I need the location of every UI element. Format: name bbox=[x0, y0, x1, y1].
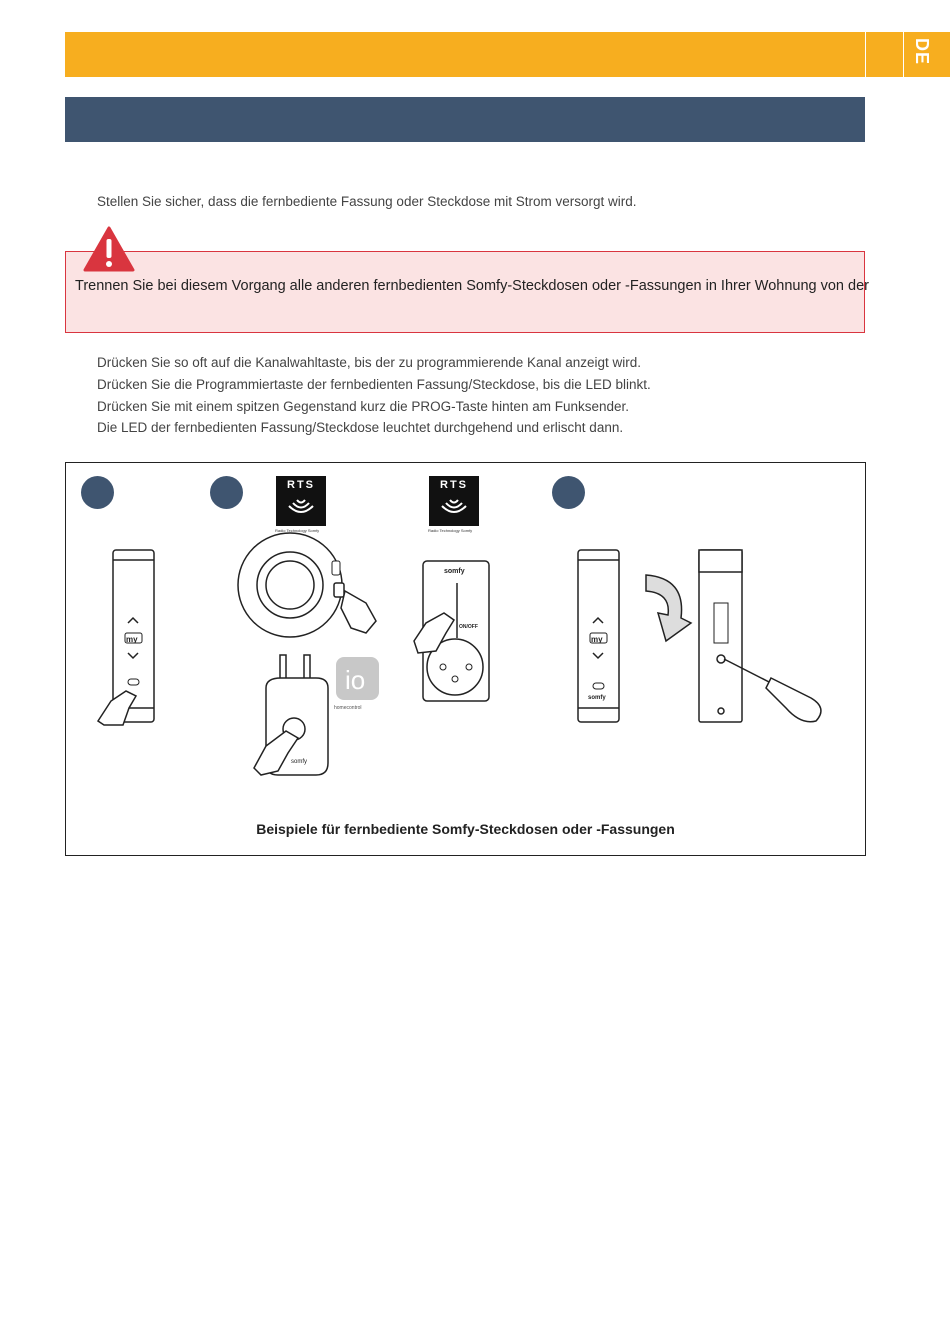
remote-back bbox=[699, 550, 821, 722]
section-header-bar bbox=[65, 97, 865, 142]
rts-logo-2: RTS bbox=[429, 476, 479, 526]
steps-list bbox=[97, 352, 651, 439]
rts-caption-2: Radio Technology Somfy bbox=[428, 528, 473, 533]
svg-text:io: io bbox=[345, 665, 366, 695]
wall-socket bbox=[414, 561, 489, 701]
figure-caption: Beispiele für fernbediente Somfy-Steckdosen oder -Fassungen bbox=[256, 821, 675, 837]
svg-text:somfy: somfy bbox=[444, 568, 465, 575]
svg-text:ON/OFF: ON/OFF bbox=[459, 624, 478, 630]
intro-text: Stellen Sie sicher, dass die fernbediente Fassung oder Steckdose mit Strom versorgt wird. bbox=[97, 194, 637, 209]
language-label: DE bbox=[912, 38, 932, 66]
remote-control-left bbox=[98, 550, 154, 725]
warning-icon bbox=[83, 226, 135, 272]
warning-text: Trennen Sie bei diesem Vorgang alle anderen fernbedienten Somfy-Steckdosen oder -Fassungen in Ihrer Wohnung von der bbox=[75, 278, 869, 294]
step-2: Drücken Sie die Programmiertaste der fernbedienten Fassung/Steckdose, bis die LED blinkt. bbox=[97, 376, 651, 392]
header-bar-segment bbox=[866, 32, 903, 77]
bulb-socket bbox=[238, 533, 376, 637]
svg-text:somfy: somfy bbox=[588, 695, 606, 701]
svg-text:homecontrol: homecontrol bbox=[334, 705, 362, 711]
rts-logo: RTS bbox=[276, 476, 326, 526]
plug-adapter bbox=[254, 655, 328, 775]
remote-control-right bbox=[578, 550, 619, 722]
warning-box bbox=[65, 251, 869, 333]
header-bar bbox=[65, 32, 865, 77]
io-logo bbox=[334, 657, 379, 711]
svg-text:my: my bbox=[591, 635, 603, 644]
rts-caption: Radio Technology Somfy bbox=[275, 528, 320, 533]
illustration-box bbox=[65, 462, 866, 856]
step-1: Drücken Sie so oft auf die Kanalwahltaste, bis der zu programmierende Kanal anzeigt wird. bbox=[97, 355, 642, 370]
device-illustrations bbox=[66, 463, 865, 855]
step-3: Drücken Sie mit einem spitzen Gegenstand kurz die PROG-Taste hinten am Funksender. bbox=[97, 398, 630, 414]
rotate-arrow-icon bbox=[646, 575, 691, 641]
svg-text:my: my bbox=[126, 635, 138, 644]
svg-text:somfy: somfy bbox=[291, 759, 308, 765]
step-4: Die LED der fernbedienten Fassung/Steckdose leuchtet durchgehend und erlischt dann. bbox=[97, 420, 624, 436]
language-tab bbox=[904, 32, 950, 77]
